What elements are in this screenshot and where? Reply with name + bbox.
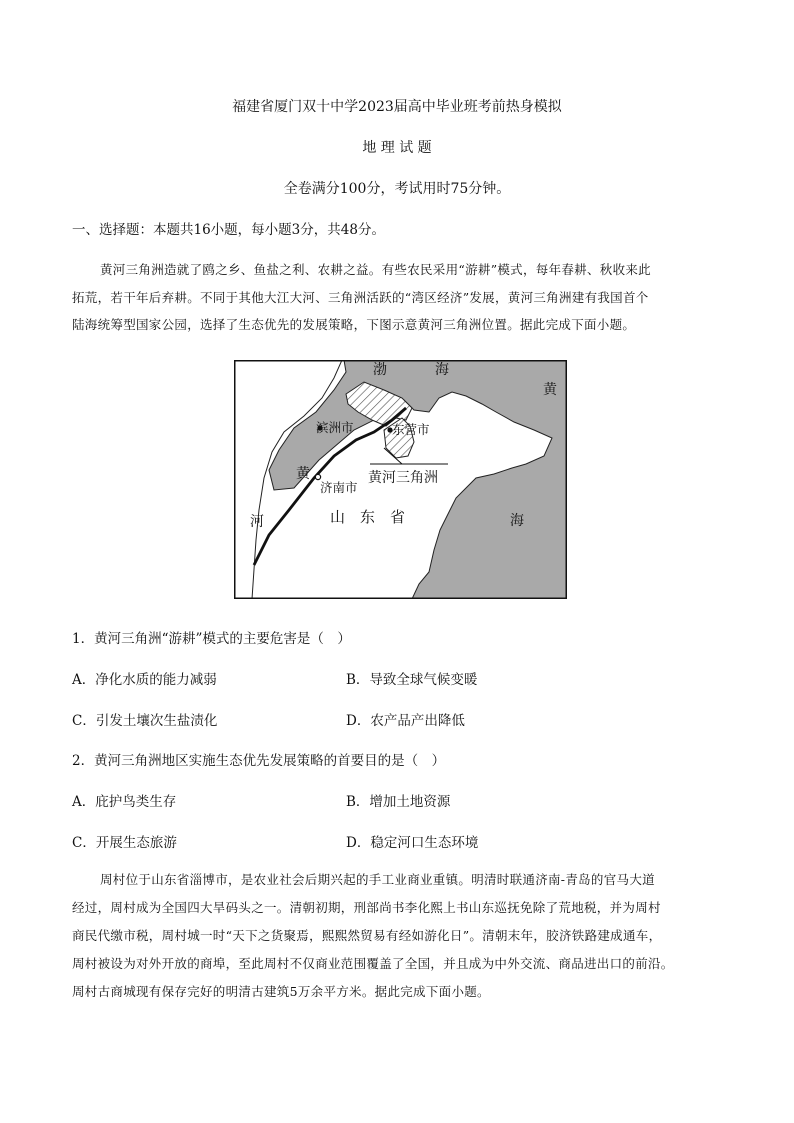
question-1-option-d[interactable]: D．农产品产出降低 bbox=[346, 713, 465, 729]
dongying-label: 东营市 bbox=[392, 422, 430, 437]
passage2-line: 周村位于山东省淄博市，是农业社会后期兴起的手工业商业重镇。明清时联通济南-青岛的官马大道 bbox=[100, 872, 655, 887]
yellow-river-delta-map bbox=[234, 360, 567, 599]
province-label: 山 东 省 bbox=[330, 508, 406, 526]
passage2-line: 商民代缴市税，周村城一时“天下之货聚焉，熙熙然贸易有经如游化日”。清朝末年，胶济铁路建成通车， bbox=[72, 928, 662, 943]
passage1-line: 黄河三角洲造就了鸥之乡、鱼盐之利、农耕之益。有些农民采用“游耕”模式，每年春耕、秋收来此 bbox=[100, 262, 651, 277]
passage2-line: 经过，周村成为全国四大旱码头之一。清朝初期，刑部尚书李化熙上书山东巡抚免除了荒地税，并为周村 bbox=[72, 900, 661, 915]
exam-info: 全卷满分100分，考试用时75分钟。 bbox=[283, 181, 511, 197]
passage1-line: 陆海统筹型国家公园，选择了生态优先的发展策略，下图示意黄河三角洲位置。据此完成下面小题。 bbox=[72, 317, 636, 332]
river-label-1: 黄 bbox=[296, 466, 310, 482]
binzhou-label: 滨洲市 bbox=[316, 420, 354, 435]
river-label-2: 河 bbox=[250, 514, 264, 530]
question-1-option-c[interactable]: C．引发土壤次生盐渍化 bbox=[72, 713, 218, 729]
passage2-line: 周村被设为对外开放的商埠，至此周村不仅商业范围覆盖了全国，并且成为中外交流、商品进出口的前沿。 bbox=[72, 956, 674, 971]
jinan-label: 济南市 bbox=[320, 480, 358, 495]
question-1-stem: 1．黄河三角洲“游耕”模式的主要危害是（ ） bbox=[72, 631, 351, 647]
bohai-label-1: 渤 bbox=[373, 362, 387, 378]
question-2-option-c[interactable]: C．开展生态旅游 bbox=[72, 835, 177, 851]
question-1-option-b[interactable]: B．导致全球气候变暖 bbox=[346, 672, 478, 688]
exam-title: 福建省厦门双十中学2023届高中毕业班考前热身模拟 bbox=[232, 99, 562, 115]
yellow-sea-label-1: 黄 bbox=[543, 382, 557, 398]
passage2-line: 周村古商城现有保存完好的明清古建筑5万余平方米。据此完成下面小题。 bbox=[72, 984, 490, 999]
yellow-sea-label-2: 海 bbox=[510, 513, 524, 529]
question-2-option-a[interactable]: A．庇护鸟类生存 bbox=[72, 794, 177, 810]
jinan-city-dot bbox=[315, 474, 320, 479]
question-2-option-b[interactable]: B．增加土地资源 bbox=[346, 794, 451, 810]
subject-title: 地 理 试 题 bbox=[362, 140, 432, 156]
question-2-option-d[interactable]: D．稳定河口生态环境 bbox=[346, 835, 479, 851]
question-1-option-a[interactable]: A．净化水质的能力减弱 bbox=[72, 672, 217, 688]
question-2-stem: 2．黄河三角洲地区实施生态优先发展策略的首要目的是（ ） bbox=[72, 753, 446, 769]
bohai-label-2: 海 bbox=[435, 362, 449, 378]
section-heading: 一、选择题：本题共16小题，每小题3分，共48分。 bbox=[72, 222, 385, 238]
passage1-line: 拓荒，若干年后弃耕。不同于其他大江大河、三角洲活跃的“湾区经济”发展，黄河三角洲建有我国首个 bbox=[72, 290, 649, 305]
delta-label: 黄河三角洲 bbox=[368, 470, 438, 486]
